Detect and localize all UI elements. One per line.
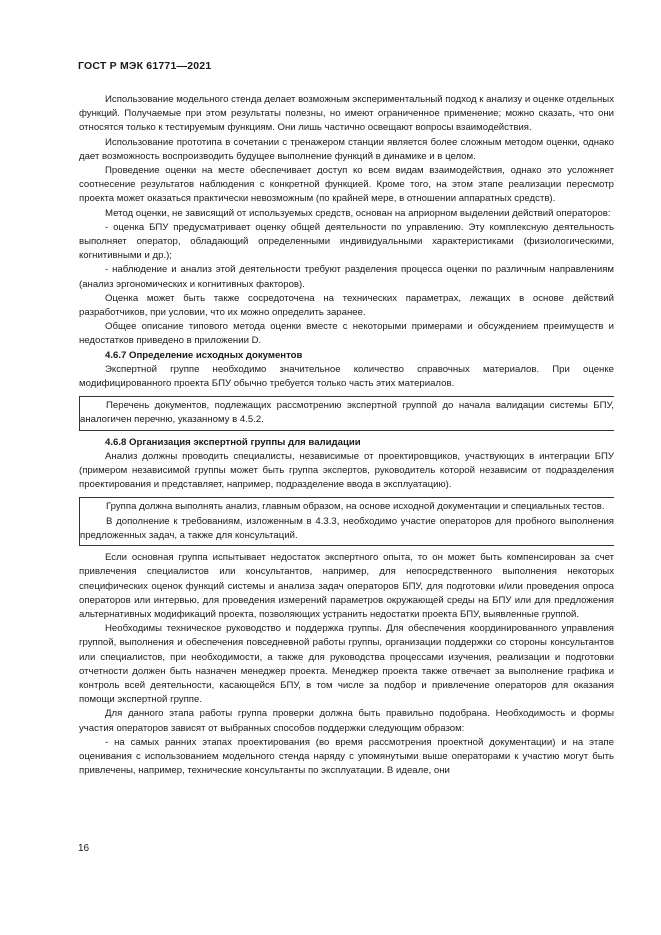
note-text: В дополнение к требованиям, изложенным в 4.3.3, необходимо участие операторов для пробного выполнения предложенных задач, а также для консультаций.: [80, 515, 614, 541]
page-number: 16: [78, 843, 90, 854]
list-item: - наблюдение и анализ этой деятельности требуют разделения процесса оценки по различным направлениям (анализ эргономических и когнитивных факторов).: [79, 264, 614, 290]
section-heading-4-6-8: 4.6.8 Организация экспертной группы для валидации: [105, 436, 361, 448]
document-body: [79, 93, 614, 778]
note-text: Группа должна выполнять анализ, главным образом, на основе исходной документации и специальных тестов.: [106, 501, 605, 513]
list-item: - оценка БПУ предусматривает оценку общей деятельности по управлению. Эту комплексную деятельность выполняет оператор, обладающий определенными индивидуальными характеристиками (физиологическими, когнитивными и др.);: [79, 221, 614, 262]
paragraph: Если основная группа испытывает недостаток экспертного опыта, то он может быть компенсирован за счет привлечения специалистов или консультантов, например, для непосредственного выполнения некоторых специфических оценок функций системы и анализа задач операторов БПУ, для подготовки и/или проведения опроса операторов или интервью, для проведения измерений параметров окружающей среды на БПУ или для предложения альтернативных модификаций проекта, позволяющих устранить недостатки проекта БПУ, выявленные группой.: [79, 552, 614, 620]
paragraph: Для данного этапа работы группа проверки должна быть правильно подобрана. Необходимость и формы участия операторов зависят от выбранных способов поддержки следующим образом:: [79, 708, 614, 734]
paragraph: Проведение оценки на месте обеспечивает доступ ко всем видам взаимодействия, однако это усложняет соотнесение результатов наблюдения с конкретной функцией. Кроме того, на этом этапе реализации пересмотр проекта может оказаться практически невозможным (по крайней мере, в отношении аппаратных средств).: [79, 165, 614, 205]
note-text: Перечень документов, подлежащих рассмотрению экспертной группой до начала валидации системы БПУ, аналогичен перечню, указанному в 4.5.2.: [80, 400, 614, 426]
paragraph: Оценка может быть также сосредоточена на технических параметрах, лежащих в основе действий разработчиков, при условии, что их можно определить заранее.: [79, 292, 614, 319]
list-item: - на самых ранних этапах проектирования (во время рассмотрения проектной документации) и на этапе оценивания с использованием модельного стенда наряду с упомянутыми выше операторами к участию могут быть привлечены, например, технические консультанты по эксплуатации. В идеале, они: [79, 736, 614, 777]
paragraph: Необходимы техническое руководство и поддержка группы. Для обеспечения координированного управления группой, выполнения и обеспечения повседневной работы группы, организации поддержки со стороны консультантов или специалистов, при необходимости, а также для руководства процессами изучения, реализации и подготовки отчетности должен быть назначен менеджер проекта. Менеджер проекта также отвечает за выполнение графика и контроль всей деятельности, касающейся БПУ, в том числе за подбор и привлечение операторов для оказания помощи экспертной группе.: [79, 623, 614, 706]
paragraph: Экспертной группе необходимо значительное количество справочных материалов. При оценке модифицированного проекта БПУ обычно требуется только часть этих материалов.: [79, 363, 614, 390]
paragraph: Метод оценки, не зависящий от используемых средств, основан на априорном выделении действий операторов:: [105, 207, 611, 219]
section-heading-4-6-7: 4.6.7 Определение исходных документов: [105, 349, 303, 361]
page-header: ГОСТ Р МЭК 61771—2021: [78, 60, 212, 72]
paragraph: Использование модельного стенда делает возможным экспериментальный подход к анализу и оценке отдельных функций. Получаемые при этом результаты полезны, но имеют ограниченное применение; можно сказать, что они относятся только к тестируемым функциям. Они лишь частично освещают вопросы взаимодействия.: [79, 94, 614, 134]
paragraph: Использование прототипа в сочетании с тренажером станции является более сложным методом оценки, однако дает возможность воспроизводить будущее выполнение функций в динамике и в целом.: [79, 136, 614, 162]
note-box: [79, 396, 614, 430]
paragraph: Общее описание типового метода оценки вместе с некоторыми примерами и обсуждением преимуществ и недостатков приведено в приложении D.: [79, 321, 614, 347]
paragraph: Анализ должны проводить специалисты, независимые от проектировщиков, участвующих в интеграции БПУ (примером независимой группы может быть группа экспертов, руководитель которой независим от подразделения проектирования и представляет, например, подразделение ввода в эксплуатацию).: [79, 450, 614, 491]
note-box: [79, 497, 614, 546]
